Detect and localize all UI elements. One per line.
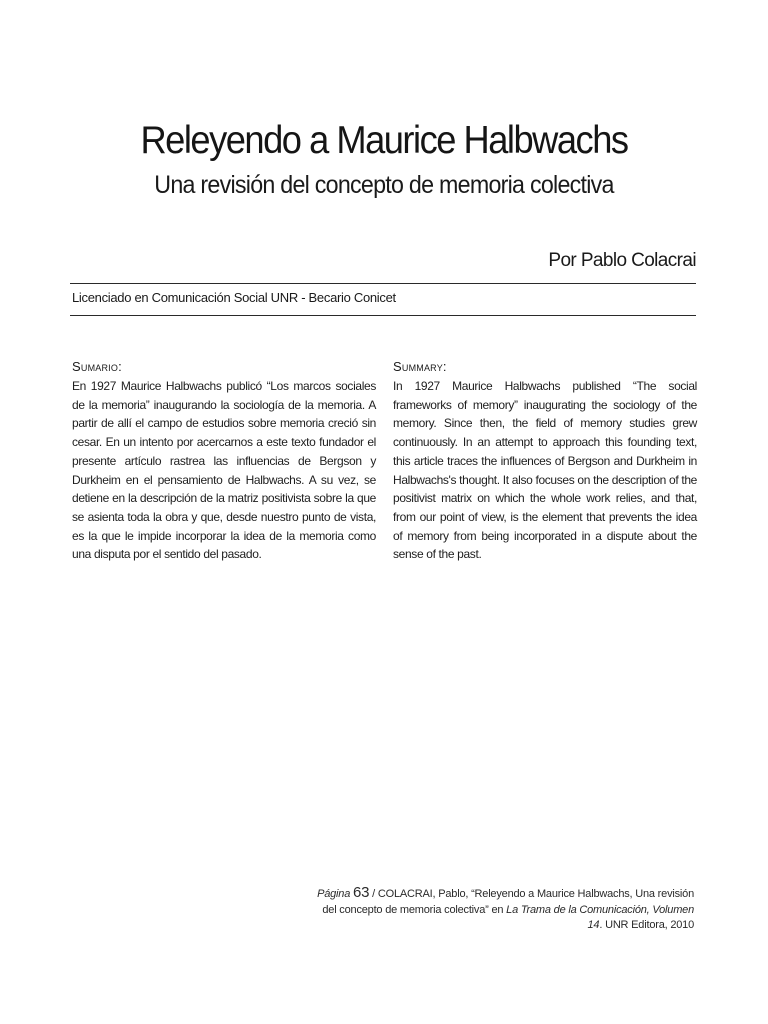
abstract-spanish-heading: Sumario:: [72, 359, 122, 374]
abstract-spanish-text: En 1927 Maurice Halbwachs publicó “Los marcos sociales de la memoria” inaugurando la sociología de la memoria. A partir de allí el campo de estudios sobre memoria creció sin cesar. En un intento por acercarnos a este texto fundador el presente artículo rastrea las influencias de Bergson y Durkheim en el pensamiento de Halbwachs. A su vez, se detiene en la descripción de la matriz positivista sobre la que se asienta toda la obra y que, desde nuestro punto de vista, es la que le impide incorporar la idea de la memoria como una disputa por el sentido del pasado.: [72, 379, 376, 562]
citation-journal: La Trama de la Comunicación, Volumen 14: [506, 903, 694, 931]
page-number: 63: [353, 884, 370, 901]
page-label: Página: [317, 888, 351, 900]
citation-publisher: . UNR Editora, 2010: [599, 919, 694, 931]
page-footer-citation: [314, 885, 694, 934]
divider-bottom: [70, 315, 696, 316]
divider-top: [70, 283, 696, 284]
abstract-english-heading: Summary:: [393, 359, 447, 374]
footer-separator: /: [372, 888, 376, 900]
article-title: Releyendo a Maurice Halbwachs: [140, 119, 628, 162]
abstract-spanish: [72, 358, 376, 564]
article-subtitle: Una revisión del concepto de memoria colectiva: [154, 171, 614, 199]
citation-text: COLACRAI, Pablo, “Releyendo a Maurice Halbwachs, Una revisión del concepto de memoria colectiva” en: [322, 888, 694, 916]
abstract-english: [393, 358, 697, 564]
author-byline: Por Pablo Colacrai: [548, 250, 696, 271]
author-affiliation: Licenciado en Comunicación Social UNR - Becario Conicet: [72, 290, 396, 305]
abstract-english-text: In 1927 Maurice Halbwachs published “The social frameworks of memory” inaugurating the sociology of the memory. Since then, the field of memory studies grew continuously. In an attempt to approach this founding text, this article traces the influences of Bergson and Durkheim in Halbwachs's thought. It also focuses on the description of the positivist matrix on which the whole work relies, and that, from our point of view, is the element that prevents the idea of memory from being incorporated in a dispute about the sense of the past.: [393, 379, 697, 562]
